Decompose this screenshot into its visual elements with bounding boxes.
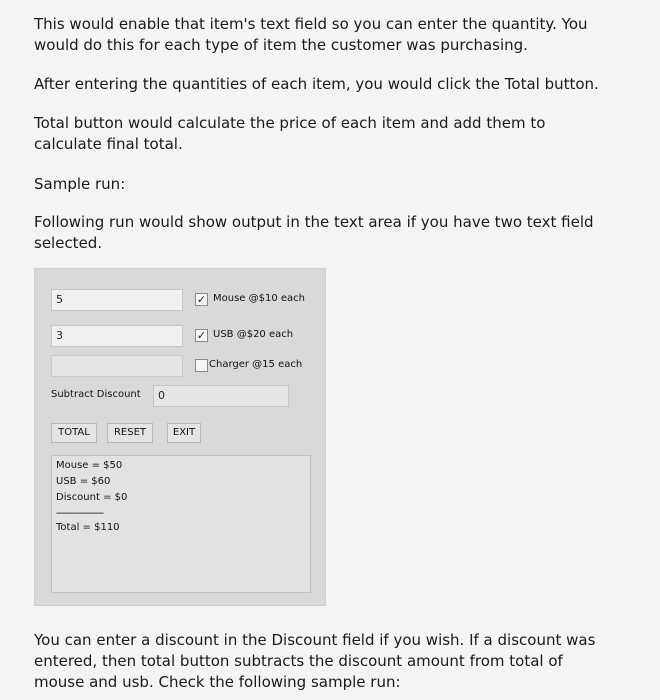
charger-quantity-field[interactable] <box>51 355 183 377</box>
output-mouse-line: Mouse = $50 <box>56 460 123 471</box>
discount-field[interactable]: 0 <box>153 385 289 407</box>
intro-paragraph: This would enable that item's text field so you can enter the quantity. You would do this for each type of item the customer was purchasing. <box>34 15 588 54</box>
output-discount-line: Discount = $0 <box>56 492 128 503</box>
output-total-line: Total = $110 <box>56 522 120 533</box>
discount-paragraph: You can enter a discount in the Discount field if you wish. If a discount was entered, then total button subtracts the discount amount from total of mouse and usb. Check the following sample run: <box>34 631 596 691</box>
usb-checkbox[interactable]: ✓ <box>196 329 207 342</box>
reset-button[interactable]: RESET <box>107 423 153 443</box>
charger-checkbox[interactable] <box>195 359 208 372</box>
usb-checkbox-label: USB @$20 each <box>213 329 294 340</box>
usb-quantity-field[interactable]: 3 <box>51 325 183 347</box>
exit-button[interactable]: EXIT <box>167 423 201 443</box>
output-usb-line: USB = $60 <box>56 476 111 487</box>
total-button-instructions: After entering the quantities of each item, you would click the Total button. <box>34 75 599 93</box>
sample-app-window <box>34 268 326 606</box>
total-button-description: Total button would calculate the price of each item and add them to calculate final total. <box>34 114 546 153</box>
sample-run-heading: Sample run: <box>34 175 126 193</box>
output-separator-line: ------------------ <box>56 508 103 519</box>
mouse-checkbox-label: Mouse @$10 each <box>213 293 306 304</box>
charger-checkbox-label: Charger @15 each <box>209 359 303 370</box>
output-text-area[interactable] <box>51 455 311 593</box>
sample-run-description: Following run would show output in the text area if you have two text field selected. <box>34 213 594 252</box>
discount-label: Subtract Discount <box>51 389 141 400</box>
mouse-checkbox[interactable]: ✓ <box>196 293 207 306</box>
total-button[interactable]: TOTAL <box>51 423 97 443</box>
mouse-quantity-field[interactable]: 5 <box>51 289 183 311</box>
